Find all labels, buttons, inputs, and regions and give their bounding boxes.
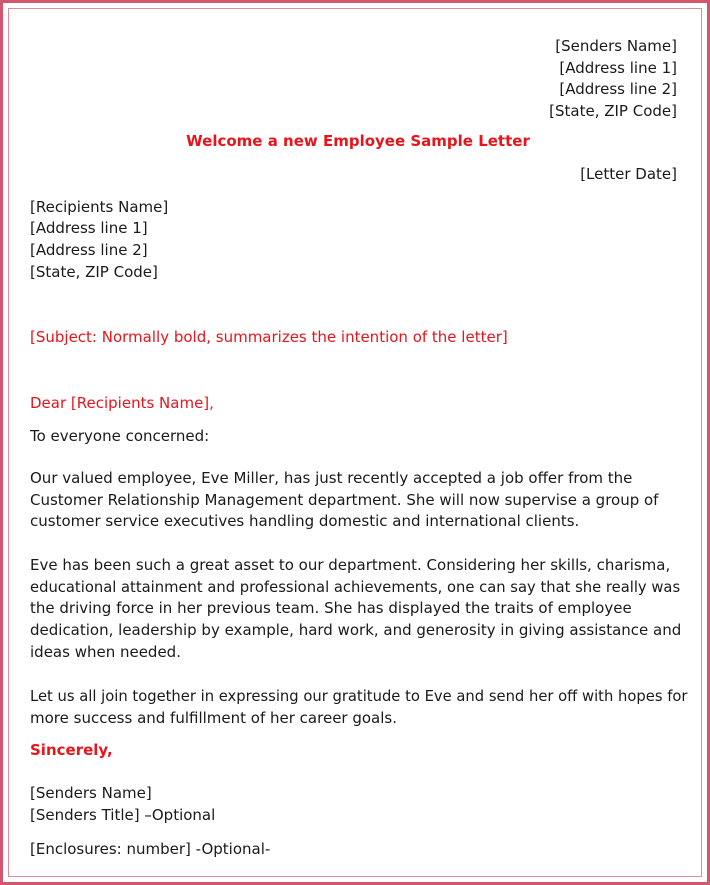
subject-line: [Subject: Normally bold, summarizes the intention of the letter]	[30, 328, 508, 346]
recipient-address-line-2: [Address line 2]	[30, 241, 148, 259]
salutation: Dear [Recipients Name],	[30, 394, 214, 412]
signature-title: [Senders Title] –Optional	[30, 806, 216, 824]
paragraph-3-line: more success and fulfillment of her career goals.	[30, 708, 397, 727]
recipient-state-zip: [State, ZIP Code]	[30, 263, 158, 281]
letter-date: [Letter Date]	[580, 165, 677, 183]
recipient-address-line-1: [Address line 1]	[30, 219, 148, 237]
paragraph-2-line: dedication, leadership by example, hard work, and generosity in giving assistance and	[30, 621, 682, 640]
paragraph-1-line: Customer Relationship Management department. She will now supervise a group of	[30, 490, 659, 509]
paragraph-3	[30, 686, 690, 729]
paragraph-3-line: Let us all join together in expressing our gratitude to Eve and send her off with hopes for	[30, 688, 688, 705]
paragraph-2-line: ideas when needed.	[30, 642, 181, 661]
paragraph-1-line: customer service executives handling domestic and international clients.	[30, 512, 580, 531]
paragraph-2-line: the driving force in her previous team. She has displayed the traits of employee	[30, 599, 632, 618]
enclosures: [Enclosures: number] -Optional-	[30, 840, 271, 858]
paragraph-2-line: educational attainment and professional achievements, one can say that she really was	[30, 578, 681, 596]
sender-address-line-2: [Address line 2]	[559, 80, 677, 98]
sender-state-zip: [State, ZIP Code]	[549, 102, 677, 120]
paragraph-1	[30, 468, 690, 533]
paragraph-1-line: Our valued employee, Eve Miller, has just recently accepted a job offer from the	[30, 469, 633, 487]
closing: Sincerely,	[30, 741, 113, 759]
letter-title: Welcome a new Employee Sample Letter	[186, 132, 530, 150]
sender-address-line-1: [Address line 1]	[559, 59, 677, 77]
recipient-name: [Recipients Name]	[30, 198, 169, 216]
signature-name: [Senders Name]	[30, 784, 152, 802]
paragraph-2	[30, 555, 690, 663]
paragraph-2-line: Eve has been such a great asset to our department. Considering her skills, charisma,	[30, 556, 671, 574]
sender-name: [Senders Name]	[555, 37, 677, 55]
greeting: To everyone concerned:	[30, 427, 210, 445]
